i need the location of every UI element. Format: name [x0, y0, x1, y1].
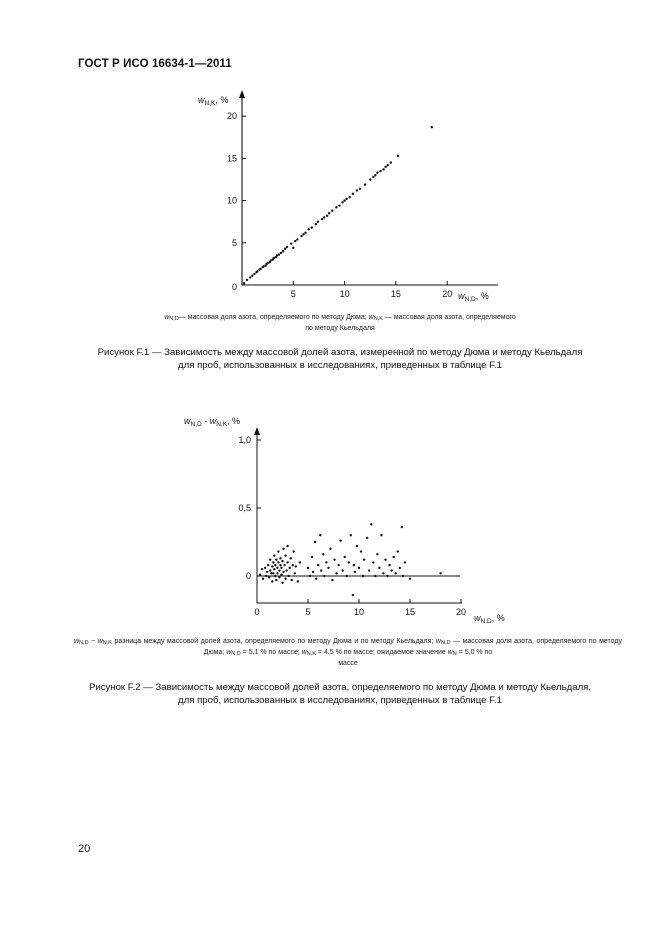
x-tick-label: 0	[254, 607, 260, 617]
figure-f1-caption-line2: для проб, использованных в исследованиях, приведенных в таблице F.1	[178, 360, 502, 371]
data-point	[278, 569, 280, 571]
data-point	[271, 565, 273, 567]
data-point	[314, 541, 316, 543]
x-tick-label: 10	[353, 607, 365, 617]
figure-f2-caption-line2: для проб, использованных в исследованиях, приведенных в таблице F.1	[178, 695, 502, 706]
figure-f1-points	[243, 126, 433, 285]
y-axis-arrow-icon	[254, 427, 260, 435]
x-tick-label: 5	[290, 289, 296, 299]
data-point	[380, 534, 382, 536]
data-point	[317, 221, 319, 223]
data-point	[289, 557, 291, 559]
figure-f2-points	[259, 523, 442, 596]
data-point	[329, 548, 331, 550]
x-tick-label: 15	[390, 289, 401, 299]
data-point	[401, 526, 403, 528]
data-point	[282, 250, 284, 252]
data-point	[335, 206, 337, 208]
data-point	[275, 579, 277, 581]
data-point	[356, 545, 358, 547]
x-tick-label: 15	[404, 607, 416, 617]
data-point	[282, 571, 284, 573]
data-point	[293, 550, 295, 552]
data-point	[339, 539, 341, 541]
data-point	[376, 172, 378, 174]
data-point	[296, 238, 298, 240]
data-point	[290, 242, 292, 244]
data-point	[323, 216, 325, 218]
data-point	[409, 578, 411, 580]
data-point	[274, 575, 276, 577]
data-point	[253, 273, 255, 275]
data-point	[315, 578, 317, 580]
data-point	[363, 558, 365, 560]
data-point	[372, 561, 374, 563]
data-point	[395, 572, 397, 574]
data-point	[352, 193, 354, 195]
data-point	[402, 575, 404, 577]
y-tick-label: 10	[226, 195, 237, 206]
data-point	[372, 176, 374, 178]
data-point	[390, 161, 392, 163]
data-point	[251, 275, 253, 277]
data-point	[284, 248, 286, 250]
data-point	[281, 582, 283, 584]
data-point	[276, 567, 278, 569]
y-tick-label: 5	[231, 237, 237, 248]
data-point	[311, 226, 313, 228]
data-point	[320, 569, 322, 571]
data-point	[364, 183, 366, 185]
data-point	[319, 534, 321, 536]
figure-f2-caption-line1: Рисунок F.2 — Зависимость между массовой долей азота, определяемого по методу Дюма и методу Кьельдаля,	[88, 682, 592, 693]
data-point	[259, 573, 261, 575]
data-point	[275, 558, 277, 560]
data-point	[270, 259, 272, 261]
data-point	[272, 561, 274, 563]
figure-f1-y-axis-label: $w_{N,K}$, %	[198, 95, 229, 107]
figure-f1-caption	[60, 346, 620, 372]
data-point	[370, 523, 372, 525]
data-point	[290, 579, 292, 581]
data-point	[358, 567, 360, 569]
data-point	[272, 572, 274, 574]
data-point	[404, 561, 406, 563]
data-point	[282, 548, 284, 550]
data-point	[376, 553, 378, 555]
data-point	[266, 571, 268, 573]
data-point	[273, 554, 275, 556]
data-point	[273, 568, 275, 570]
figure-f1-legend	[80, 313, 600, 334]
figure-f2-axes	[238, 427, 466, 617]
data-point	[352, 594, 354, 596]
data-point	[271, 580, 273, 582]
data-point	[278, 253, 280, 255]
data-point	[315, 223, 317, 225]
y-tick-label: 1,0	[238, 435, 251, 445]
data-point	[345, 198, 347, 200]
data-point	[362, 575, 364, 577]
data-point	[276, 254, 278, 256]
data-point	[269, 558, 271, 560]
data-point	[267, 564, 269, 566]
data-point	[262, 265, 264, 267]
figure-f2-caption	[60, 681, 620, 707]
data-point	[439, 572, 441, 574]
data-point	[307, 567, 309, 569]
data-point	[326, 215, 328, 217]
data-point	[274, 564, 276, 566]
data-point	[379, 170, 381, 172]
data-point	[322, 553, 324, 555]
data-point	[369, 178, 371, 180]
data-point	[397, 155, 399, 157]
data-point	[277, 550, 279, 552]
data-point	[341, 569, 343, 571]
data-point	[353, 564, 355, 566]
data-point	[349, 196, 351, 198]
figure-f2-y-axis-label: $w_{N,D} - w_{N,K}$, %	[184, 416, 241, 428]
data-point	[285, 569, 287, 571]
data-point	[399, 567, 401, 569]
data-point	[259, 268, 261, 270]
x-tick-label: 20	[455, 607, 467, 617]
data-point	[286, 545, 288, 547]
data-point	[264, 567, 266, 569]
data-point	[249, 276, 251, 278]
data-point	[350, 534, 352, 536]
data-point	[386, 164, 388, 166]
data-point	[331, 579, 333, 581]
data-point	[277, 561, 279, 563]
data-point	[333, 558, 335, 560]
figure-f1-scatter-chart	[0, 85, 661, 303]
data-point	[246, 279, 248, 281]
figure-f1-legend-line2: по методу Кьельдаля	[305, 325, 375, 332]
data-point	[327, 567, 329, 569]
figure-f1-caption-line1: Рисунок F.1 — Зависимость между массовой долей азота, измеренной по методу Дюма и методу Кьельдаля	[97, 347, 583, 358]
data-point	[262, 578, 264, 580]
data-point	[360, 550, 362, 552]
y-tick-label: 0,5	[238, 503, 251, 513]
data-point	[328, 212, 330, 214]
data-point	[348, 561, 350, 563]
data-point	[343, 199, 345, 201]
data-point	[256, 270, 258, 272]
data-point	[243, 282, 245, 284]
data-point	[294, 572, 296, 574]
figure-f2-legend-line3: массе	[338, 660, 358, 667]
data-point	[286, 561, 288, 563]
data-point	[431, 126, 433, 128]
x-tick-label: 10	[339, 289, 350, 299]
y-tick-label: 15	[226, 153, 237, 164]
data-point	[331, 210, 333, 212]
data-point	[341, 201, 343, 203]
data-point	[302, 233, 304, 235]
data-point	[338, 204, 340, 206]
data-point	[288, 567, 290, 569]
data-point	[397, 550, 399, 552]
data-point	[268, 576, 270, 578]
data-point	[323, 575, 325, 577]
origin-label: 0	[231, 282, 237, 292]
data-point	[280, 573, 282, 575]
data-point	[384, 166, 386, 168]
figure-f1-legend-line1: wN,D— массовая доля азота, определяемого по методу Дюма; wN,K — массовая доля азота, определяемого	[164, 314, 516, 322]
data-point	[279, 564, 281, 566]
figure-f1-axes	[227, 90, 498, 299]
data-point	[261, 568, 263, 570]
data-point	[386, 575, 388, 577]
y-tick-label: 0	[245, 571, 251, 581]
data-point	[292, 247, 294, 249]
data-point	[278, 576, 280, 578]
data-point	[266, 262, 268, 264]
data-point	[284, 554, 286, 556]
data-point	[359, 188, 361, 190]
data-point	[270, 572, 272, 574]
data-point	[307, 228, 309, 230]
data-point	[281, 560, 283, 562]
x-tick-label: 5	[305, 607, 311, 617]
data-point	[335, 572, 337, 574]
data-point	[390, 569, 392, 571]
data-point	[356, 189, 358, 191]
data-point	[388, 564, 390, 566]
data-point	[276, 572, 278, 574]
data-point	[374, 575, 376, 577]
figure-f2-legend: wN,D − wN,K разница между массовой долей азота, определяемого по методу Дюма и по методу Кьельдаля; wN,D — массовая доля азота, определяемого по методу Дюма; wN,D = 5,1 % по массе; wN,K = 4,5 % по массе; ожидаемое значение wN = 5,0 % по массе	[74, 638, 623, 667]
data-point	[265, 575, 267, 577]
data-point	[283, 564, 285, 566]
data-point	[384, 558, 386, 560]
data-point	[311, 556, 313, 558]
data-point	[382, 572, 384, 574]
data-point	[269, 569, 271, 571]
data-point	[300, 235, 302, 237]
figure-f2-scatter-chart	[0, 412, 661, 625]
data-point	[304, 231, 306, 233]
data-point	[366, 537, 368, 539]
data-point	[295, 565, 297, 567]
data-point	[297, 580, 299, 582]
data-point	[392, 556, 394, 558]
data-point	[337, 564, 339, 566]
data-point	[325, 561, 327, 563]
data-point	[280, 567, 282, 569]
data-point	[317, 564, 319, 566]
data-point	[279, 557, 281, 559]
data-point	[284, 578, 286, 580]
data-point	[368, 569, 370, 571]
y-axis-arrow-icon	[239, 90, 245, 98]
standard-header: ГОСТ Р ИСО 16634-1—2011	[78, 58, 232, 70]
figure-f1-x-axis-label: $w_{N,D}$, %	[458, 291, 489, 303]
data-point	[321, 218, 323, 220]
page-number: 20	[78, 843, 91, 855]
data-point	[374, 174, 376, 176]
data-point	[378, 567, 380, 569]
y-tick-label: 20	[226, 111, 237, 122]
data-point	[346, 575, 348, 577]
figure-f2-x-axis-label: $w_{N,D}$, %	[474, 613, 505, 625]
x-tick-label: 20	[442, 289, 453, 299]
data-point	[382, 168, 384, 170]
data-point	[292, 564, 294, 566]
data-point	[280, 252, 282, 254]
data-point	[287, 575, 289, 577]
data-point	[294, 240, 296, 242]
data-point	[354, 571, 356, 573]
data-point	[273, 257, 275, 259]
data-point	[312, 571, 314, 573]
data-point	[309, 575, 311, 577]
data-point	[286, 246, 288, 248]
data-point	[299, 561, 301, 563]
data-point	[344, 556, 346, 558]
